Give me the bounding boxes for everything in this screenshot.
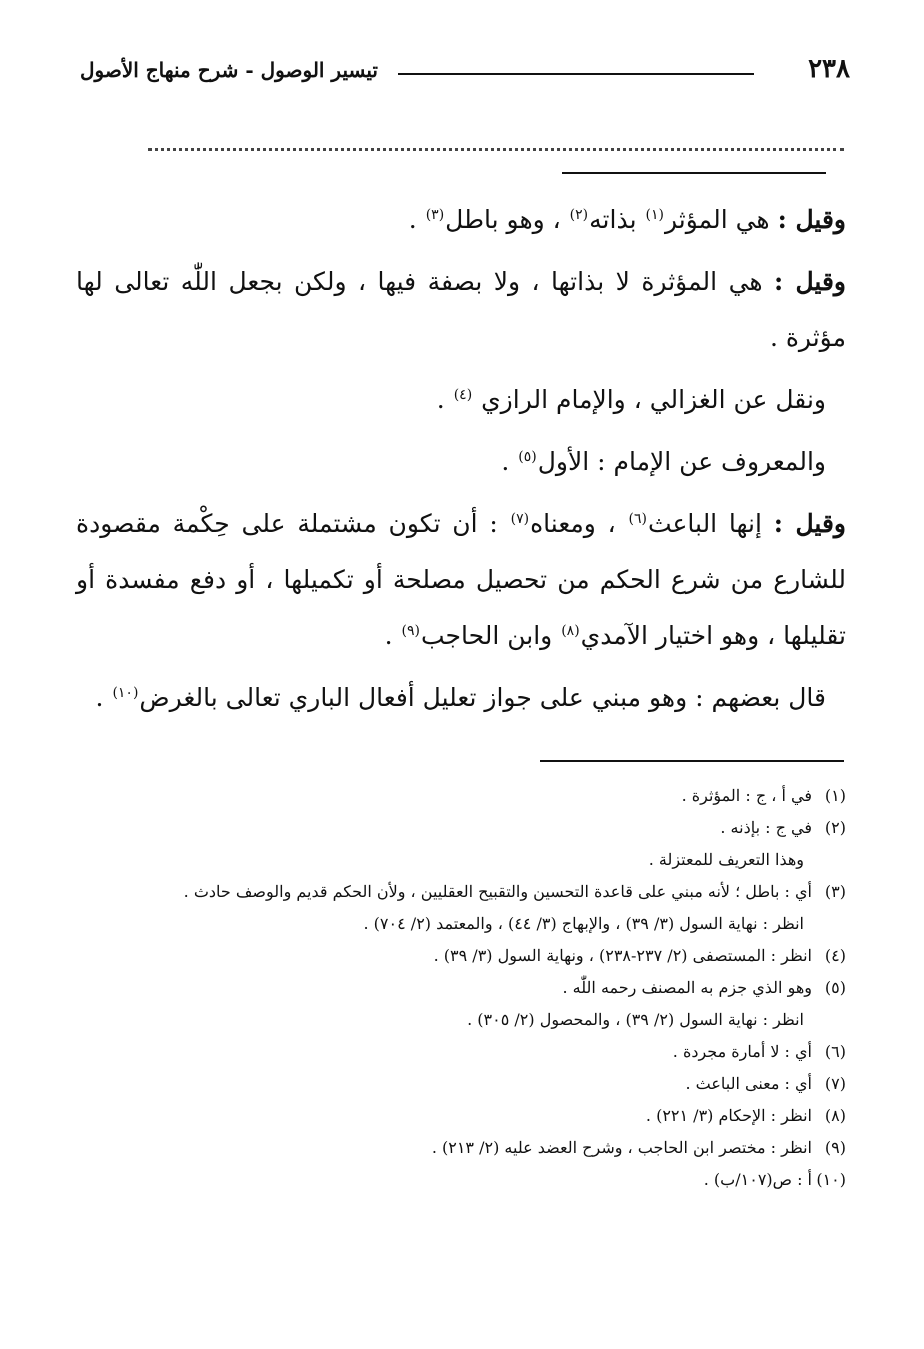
footnote-ref[interactable]: (٢) <box>569 206 589 223</box>
footnote-text: انظر : الإحكام (٣/ ٢٢١) . <box>645 1106 812 1125</box>
footnote-number: (٤) <box>824 946 846 965</box>
footnote-2-continuation <box>76 844 846 876</box>
footnote-number: (٩) <box>824 1138 846 1157</box>
footnote-number: (١) <box>824 786 846 805</box>
footnote-text: أي : باطل ؛ لأنه مبني على قاعدة التحسين والتقبيح العقليين ، ولأن الحكم قديم والوصف حادث . <box>183 882 812 901</box>
footnote-number: (٦) <box>824 1042 846 1061</box>
paragraph-2 <box>76 254 846 366</box>
top-rule <box>562 172 826 174</box>
footnote-text: في أ ، ج : المؤثرة . <box>681 786 812 805</box>
footnote-ref[interactable]: (١٠) <box>112 684 139 701</box>
keyword: وقيل : <box>773 509 846 538</box>
footnote-ref[interactable]: (١) <box>645 206 664 223</box>
text-run: قال بعضهم : وهو مبني على جواز تعليل أفعال الباري تعالى بالغرض <box>139 683 826 712</box>
footnote-text: انظر : نهاية السول (٣/ ٣٩) ، والإبهاج (٣/ ٤٤) ، والمعتمد (٢/ ٧٠٤) . <box>363 914 804 933</box>
text-run: هي المؤثر <box>664 205 778 234</box>
header-rule <box>398 73 754 75</box>
footnote-number: (٨) <box>824 1106 846 1125</box>
paragraph-5 <box>76 496 846 664</box>
text-run: بذاته <box>589 205 645 234</box>
footnote-text: في ج : بإذنه . <box>720 818 812 837</box>
footnote-5-continuation <box>76 1004 846 1036</box>
text-run: . <box>384 621 401 650</box>
footnote-7 <box>76 1068 846 1100</box>
footnote-ref[interactable]: (٩) <box>401 622 420 639</box>
text-run: . <box>408 205 425 234</box>
footnote-8 <box>76 1100 846 1132</box>
text-run: والمعروف عن الإمام : الأول <box>537 447 826 476</box>
text-run: . <box>95 683 112 712</box>
footnote-text: أي : لا أمارة مجردة . <box>672 1042 812 1061</box>
footnote-2 <box>76 812 846 844</box>
footnote-number: (١٠) <box>816 1170 846 1189</box>
text-run: إنها الباعث <box>647 509 774 538</box>
text-run: : أن تكون مشتملة على حِكْمة مقصودة للشارع من شرع الحكم من تحصيل مصلحة أو تكميلها ، أو دفع مفسدة أو تقليلها ، وهو اختيار الآمدي <box>76 509 846 650</box>
footnote-text: وهو الذي جزم به المصنف رحمه اللّٰه . <box>562 978 812 997</box>
footnote-text: انظر : المستصفى (٢/ ٢٣٧-٢٣٨) ، ونهاية السول (٣/ ٣٩) . <box>433 946 812 965</box>
paragraph-3 <box>76 372 846 428</box>
text-run: . <box>501 447 518 476</box>
footnote-ref[interactable]: (٥) <box>518 448 537 465</box>
footnote-text: انظر : نهاية السول (٢/ ٣٩) ، والمحصول (٢/ ٣٠٥) . <box>467 1010 804 1029</box>
dotted-separator <box>148 138 844 151</box>
footnote-ref[interactable]: (٣) <box>425 206 445 223</box>
running-title: تيسير الوصول - شرح منهاج الأصول <box>80 58 378 82</box>
footnote-number: (٣) <box>824 882 846 901</box>
footnote-ref[interactable]: (٦) <box>628 510 647 527</box>
footnote-5 <box>76 972 846 1004</box>
footnote-text: أي : معنى الباعث . <box>685 1074 812 1093</box>
footnote-number: (٢) <box>824 818 846 837</box>
footnotes <box>76 780 846 1196</box>
paragraph-4 <box>76 434 846 490</box>
footnote-ref[interactable]: (٨) <box>561 622 580 639</box>
footnote-text: وهذا التعريف للمعتزلة . <box>648 850 804 869</box>
footnote-4 <box>76 940 846 972</box>
footnote-ref[interactable]: (٤) <box>453 386 473 403</box>
footnote-1 <box>76 780 846 812</box>
footnote-text: أ : ص(١٠٧/ب) . <box>703 1170 812 1189</box>
text-run: وابن الحاجب <box>420 621 561 650</box>
footnote-number: (٧) <box>824 1074 846 1093</box>
text-run: ونقل عن الغزالي ، والإمام الرازي <box>473 385 826 414</box>
paragraph-6 <box>76 670 846 726</box>
text-run: هي المؤثرة لا بذاتها ، ولا بصفة فيها ، ولكن بجعل اللّٰه تعالى لها مؤثرة . <box>76 267 846 352</box>
page-header <box>80 52 850 92</box>
footnote-rule <box>540 760 844 762</box>
text-run: ، وهو باطل <box>445 205 569 234</box>
footnote-text: انظر : مختصر ابن الحاجب ، وشرح العضد عليه (٢/ ٢١٣) . <box>431 1138 812 1157</box>
footnote-number: (٥) <box>824 978 846 997</box>
footnote-ref[interactable]: (٧) <box>510 510 530 527</box>
main-text <box>76 192 846 732</box>
footnote-9 <box>76 1132 846 1164</box>
paragraph-1 <box>76 192 846 248</box>
keyword: وقيل : <box>777 205 846 234</box>
text-run: ، ومعناه <box>530 509 628 538</box>
footnote-6 <box>76 1036 846 1068</box>
footnote-3-continuation <box>76 908 846 940</box>
page-number: ٢٣٨ <box>808 54 850 84</box>
keyword: وقيل : <box>774 267 846 296</box>
footnote-10 <box>76 1164 846 1196</box>
text-run: . <box>436 385 453 414</box>
footnote-3 <box>76 876 846 908</box>
